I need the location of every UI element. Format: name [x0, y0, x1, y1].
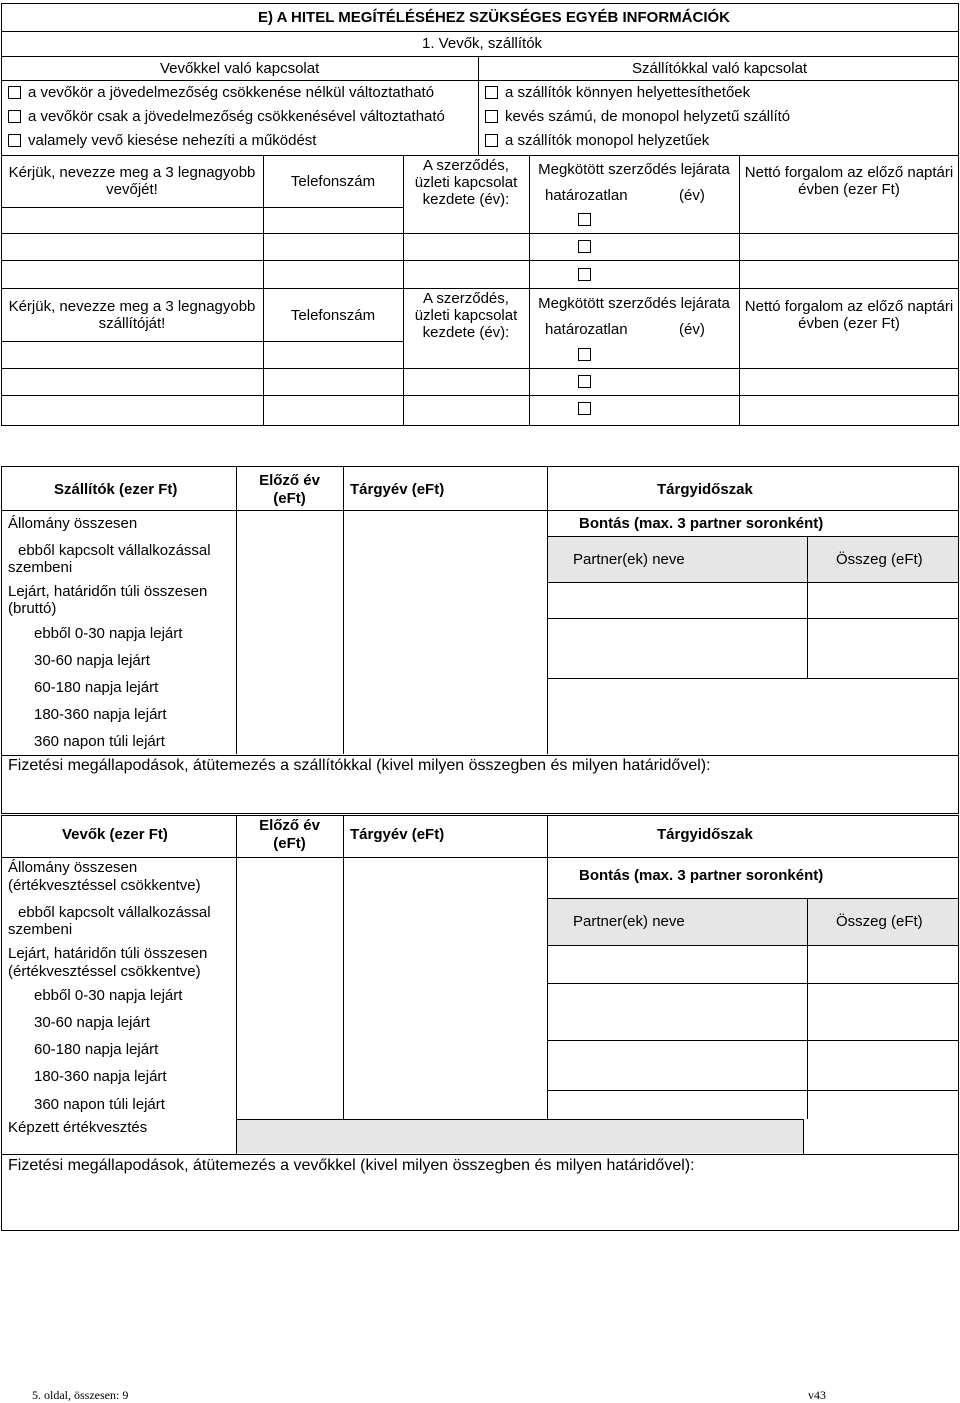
suppliers-row-total: Állomány összesen	[8, 515, 138, 532]
customers-row-360: 360 napon túli lejárt	[34, 1096, 165, 1113]
customer-2-indefinite-checkbox[interactable]	[578, 240, 591, 253]
top-suppliers-expiry-label: Megkötött szerződés lejárata	[538, 295, 730, 312]
supplier-option-1-label: a szállítók könnyen helyettesíthetőek	[505, 84, 751, 101]
customers-row-60-180: 60-180 napja lejárt	[34, 1041, 159, 1058]
top-customers-contract-label-2: üzleti kapcsolat	[414, 174, 518, 191]
suppliers-row-related-2: szembeni	[8, 559, 73, 576]
customers-prev-year-1: Előző év	[259, 817, 320, 834]
supplier-3-indefinite-checkbox[interactable]	[578, 402, 591, 415]
section-title: E) A HITEL MEGÍTÉLÉSÉHEZ SZÜKSÉGES EGYÉB INFORMÁCIÓK	[258, 9, 730, 26]
supplier-1-indefinite-checkbox[interactable]	[578, 348, 591, 361]
top-customers-name-label-1: Kérjük, nevezze meg a 3 legnagyobb	[8, 164, 256, 181]
customers-current-year: Tárgyév (eFt)	[350, 826, 445, 843]
section-frame	[1, 3, 959, 426]
customers-row-total-1: Állomány összesen	[8, 859, 138, 876]
top-customers-contract-label-3: kezdete (év):	[422, 191, 510, 208]
suppliers-partner-name: Partner(ek) neve	[573, 551, 685, 568]
suppliers-row-overdue-2: (bruttó)	[8, 600, 57, 617]
customers-relation-header: Vevőkkel való kapcsolat	[160, 60, 320, 77]
suppliers-breakdown: Bontás (max. 3 partner soronként)	[579, 515, 824, 532]
supplier-option-2-checkbox[interactable]	[485, 110, 498, 123]
suppliers-row-related-1: ebből kapcsolt vállalkozással	[18, 542, 211, 559]
customers-period: Tárgyidőszak	[657, 826, 753, 843]
top-suppliers-phone-label: Telefonszám	[290, 307, 376, 324]
suppliers-row-60-180: 60-180 napja lejárt	[34, 679, 159, 696]
top-suppliers-year-label: (év)	[679, 321, 705, 338]
customer-option-3-checkbox[interactable]	[8, 134, 21, 147]
customers-partner-name: Partner(ek) neve	[573, 913, 685, 930]
top-suppliers-contract-label-1: A szerződés,	[423, 290, 509, 307]
supplier-2-indefinite-checkbox[interactable]	[578, 375, 591, 388]
suppliers-period: Tárgyidőszak	[657, 481, 753, 498]
customers-row-overdue-1: Lejárt, határidőn túli összesen	[8, 945, 208, 962]
top-suppliers-name-label-2: szállítóját!	[98, 315, 166, 332]
suppliers-row-overdue-1: Lejárt, határidőn túli összesen	[8, 583, 208, 600]
version-label: v43	[808, 1388, 826, 1402]
top-suppliers-contract-label-3: kezdete (év):	[422, 324, 510, 341]
customers-row-180-360: 180-360 napja lejárt	[34, 1068, 167, 1085]
customer-option-3-label: valamely vevő kiesése nehezíti a működést	[28, 132, 317, 149]
top-suppliers-turnover-label-1: Nettó forgalom az előző naptári	[744, 298, 954, 315]
top-suppliers-contract-label-2: üzleti kapcsolat	[414, 307, 518, 324]
top-customers-turnover-label-1: Nettó forgalom az előző naptári	[744, 164, 954, 181]
suppliers-table-title: Szállítók (ezer Ft)	[54, 481, 178, 498]
suppliers-relation-header: Szállítókkal való kapcsolat	[632, 60, 808, 77]
customers-breakdown: Bontás (max. 3 partner soronként)	[579, 867, 824, 884]
customer-option-2-checkbox[interactable]	[8, 110, 21, 123]
customers-table-title: Vevők (ezer Ft)	[62, 826, 168, 843]
customers-prev-year-2: (eFt)	[273, 835, 306, 852]
customers-row-related-2: szembeni	[8, 921, 73, 938]
top-customers-contract-label-1: A szerződés,	[423, 157, 509, 174]
top-suppliers-name-label-1: Kérjük, nevezze meg a 3 legnagyobb	[8, 298, 256, 315]
top-suppliers-turnover-label-2: évben (ezer Ft)	[798, 315, 900, 332]
page-number: 5. oldal, összesen: 9	[32, 1388, 129, 1402]
suppliers-row-0-30: ebből 0-30 napja lejárt	[34, 625, 183, 642]
customer-option-1-checkbox[interactable]	[8, 86, 21, 99]
customer-1-indefinite-checkbox[interactable]	[578, 213, 591, 226]
top-customers-expiry-label: Megkötött szerződés lejárata	[538, 161, 730, 178]
suppliers-payment-note: Fizetési megállapodások, átütemezés a szállítókkal (kivel milyen összegben és milyen határidővel):	[8, 757, 711, 774]
top-customers-phone-label: Telefonszám	[290, 173, 376, 190]
supplier-option-3-checkbox[interactable]	[485, 134, 498, 147]
top-customers-name-label-2: vevőjét!	[106, 181, 158, 198]
customers-row-related-1: ebből kapcsolt vállalkozással	[18, 904, 211, 921]
customer-option-1-label: a vevőkör a jövedelmezőség csökkenése nélkül változtatható	[28, 84, 435, 101]
customers-row-0-30: ebből 0-30 napja lejárt	[34, 987, 183, 1004]
top-customers-year-label: (év)	[679, 187, 705, 204]
top-customers-turnover-label-2: évben (ezer Ft)	[798, 181, 900, 198]
suppliers-current-year: Tárgyév (eFt)	[350, 481, 445, 498]
customer-option-2-label: a vevőkör csak a jövedelmezőség csökkenésével változtatható	[28, 108, 445, 125]
customers-row-30-60: 30-60 napja lejárt	[34, 1014, 150, 1031]
suppliers-row-360: 360 napon túli lejárt	[34, 733, 165, 750]
customers-row-overdue-2: (értékvesztéssel csökkentve)	[8, 963, 201, 980]
supplier-option-1-checkbox[interactable]	[485, 86, 498, 99]
suppliers-row-30-60: 30-60 napja lejárt	[34, 652, 150, 669]
suppliers-prev-year-2: (eFt)	[273, 490, 306, 507]
supplier-option-2-label: kevés számú, de monopol helyzetű szállító	[505, 108, 791, 125]
suppliers-row-180-360: 180-360 napja lejárt	[34, 706, 167, 723]
top-customers-indefinite-label: határozatlan	[545, 187, 628, 204]
customers-row-impairment: Képzett értékvesztés	[8, 1119, 148, 1136]
customers-payment-note: Fizetési megállapodások, átütemezés a vevőkkel (kivel milyen összegben és milyen határidővel):	[8, 1157, 695, 1174]
customers-row-total-2: (értékvesztéssel csökkentve)	[8, 877, 201, 894]
customer-3-indefinite-checkbox[interactable]	[578, 268, 591, 281]
supplier-option-3-label: a szállítók monopol helyzetűek	[505, 132, 710, 149]
customers-amount: Összeg (eFt)	[836, 913, 923, 930]
suppliers-amount: Összeg (eFt)	[836, 551, 923, 568]
subsection-title: 1. Vevők, szállítók	[422, 35, 543, 52]
suppliers-prev-year-1: Előző év	[259, 472, 320, 489]
top-suppliers-indefinite-label: határozatlan	[545, 321, 628, 338]
